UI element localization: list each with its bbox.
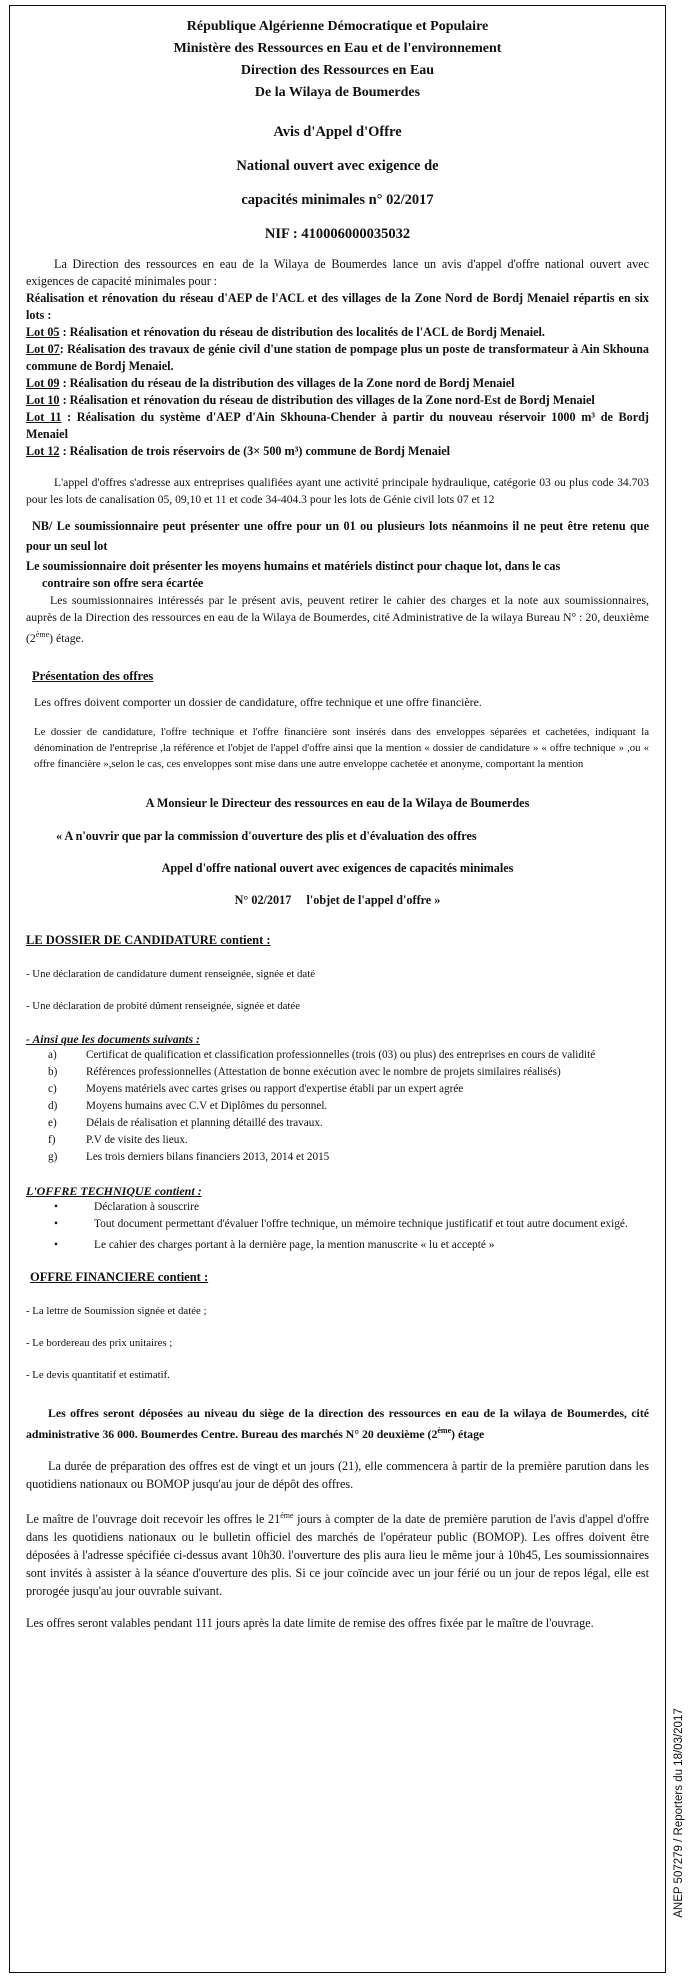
list-text: Certificat de qualification et classification professionnelles (trois (03) ou plus) des entreprises en cours de validité [86, 1048, 596, 1061]
presentation-heading: Présentation des offres [32, 668, 154, 683]
financiere-item: - La lettre de Soumission signée et datée ; [26, 1304, 207, 1317]
list-marker: b) [48, 1065, 58, 1078]
title-line: National ouvert avec exigence de [236, 158, 439, 174]
header-line: République Algérienne Démocratique et Populaire [186, 19, 489, 34]
deposit-text: Les offres seront déposées au niveau du siège de la direction des ressources en eau de la wilaya de Boumerdes, cité administrative 36 000. Boumerdes Centre. Bureau des marchés N° 20 deuxième (2 [26, 1405, 649, 1441]
lot-item [26, 324, 649, 341]
lot-item [26, 375, 649, 392]
bullet-icon: • [54, 1217, 58, 1230]
presentation-paragraph: Les offres doivent comporter un dossier de candidature, offre technique et une offre financière. [34, 694, 482, 709]
receipt-paragraph [26, 1507, 649, 1600]
lot-item [26, 443, 649, 460]
list-item [26, 1237, 649, 1254]
list-item [26, 1047, 649, 1064]
list-text: Références professionnelles (Attestation de bonne exécution avec le nombre de projets similaires réalisés) [86, 1065, 561, 1078]
means-line: Le soumissionnaire doit présenter les moyens humains et matériels distinct pour chaque lot, dans le cas [26, 559, 561, 573]
validity-paragraph: Les offres seront valables pendant 111 jours après la date limite de remise des offres fixée par le maître de l'ouvrage. [26, 1615, 594, 1630]
list-text: Déclaration à souscrire [94, 1200, 199, 1213]
list-item [26, 1064, 649, 1081]
intro-paragraph: La Direction des ressources en eau de la Wilaya de Boumerdes lance un avis d'appel d'offre national ouvert avec exigences de capacité minimales pour : [26, 257, 649, 288]
project-title: Réalisation et rénovation du réseau d'AEP de l'ACL et des villages de la Zone Nord de Bordj Menaiel répartis en six lots : [26, 291, 649, 322]
withdraw-paragraph [26, 592, 649, 647]
lot-label: Lot 12 [26, 444, 60, 458]
eligibility-paragraph: L'appel d'offres s'adresse aux entreprises qualifiées ayant une activité principale hydraulique, catégorie 03 ou plus code 34.703 pour les lots de canalisation 05, 09,10 et 11 et code 34-404.3 pour les lots de Génie civil lots 07 et 12 [26, 476, 649, 506]
list-text: Le cahier des charges portant à la dernière page, la mention manuscrite « lu et accepté » [94, 1238, 495, 1251]
list-item [26, 1149, 649, 1166]
financiere-item: - Le devis quantitatif et estimatif. [26, 1368, 170, 1381]
deposit-paragraph [26, 1405, 649, 1443]
dossier-item: - Une déclaration de probité dûment renseignée, signée et datée [26, 999, 301, 1012]
dossier-heading-text: LE DOSSIER DE CANDIDATURE contient : [26, 932, 271, 947]
lot-item [26, 409, 649, 443]
list-marker: a) [48, 1048, 57, 1061]
notice-title [26, 122, 649, 244]
lot-text: : Réalisation et rénovation du réseau de distribution des villages de la Zone nord-Est de Bordj Menaiel [59, 393, 595, 407]
publication-reference-text: ANEP 507279 / Reporters du 18/03/2017 [673, 1708, 685, 1918]
notice-body [26, 16, 649, 1632]
lot-text: : Réalisation du réseau de la distribution des villages de la Zone nord de Bordj Menaiel [59, 376, 515, 390]
lot-item [26, 341, 649, 375]
bullet-icon: • [54, 1200, 58, 1213]
envelope-line: N° 02/2017 l'objet de l'appel d'offre » [234, 892, 441, 907]
duration-paragraph: La durée de préparation des offres est de vingt et un jours (21), elle commencera à partir de la première parution dans les quotidiens nationaux ou BOMOP jusqu'au jour de dépôt des offres. [26, 1458, 649, 1491]
list-text: P.V de visite des lieux. [86, 1133, 188, 1146]
lot-text: : Réalisation des travaux de génie civil d'une station de pompage plus un poste de transformateur à Ain Skhouna commune de Bordj Menaiel. [26, 342, 650, 373]
documents-list [26, 1047, 649, 1166]
list-item [26, 1098, 649, 1115]
list-marker: f) [48, 1133, 56, 1146]
dossier-item: - Une déclaration de candidature dument renseignée, signée et daté [26, 967, 315, 980]
list-marker: g) [48, 1150, 58, 1163]
list-marker: c) [48, 1082, 57, 1095]
header-line: Direction des Ressources en Eau [240, 63, 435, 78]
list-text: Moyens humains avec C.V et Diplômes du personnel. [86, 1099, 328, 1112]
receipt-text-end: jours à compter de la date de première parution de l'avis d'appel d'offre dans les quotidiens nationaux ou le bulletin officiel des marchés de l'opérateur public (BOMOP). Les offres doivent être déposées à l'adresse spécifiée ci-dessus avant 10h30. l'ouverture des plis aura lieu le même jour à 10h45, Les soumissionnaires sont invités à assister à la séance d'ouverture des plis. Si ce jour coïncide avec un jour férié ou un jour de repos légal, elle est prorogée jusqu'au jour ouvrable suivant. [26, 1511, 649, 1598]
list-text: Tout document permettant d'évaluer l'offre technique, un mémoire technique justificatif et tout autre document exigé. [94, 1217, 628, 1230]
list-marker: e) [48, 1116, 57, 1129]
envelope-line: « A n'ouvrir que par la commission d'ouverture des plis et d'évaluation des offres [56, 828, 477, 843]
technique-heading: L'OFFRE TECHNIQUE contient : [26, 1183, 202, 1198]
lots-list [26, 324, 649, 460]
means-line: contraire son offre sera écartée [42, 576, 204, 590]
withdraw-text-end: ) étage. [49, 630, 84, 645]
envelope-mention [26, 796, 649, 908]
list-item [26, 1216, 649, 1233]
nif-number: NIF : 410006000035032 [264, 226, 411, 242]
lot-text: : Réalisation du système d'AEP d'Ain Skhouna-Chender à partir du nouveau réservoir 1000 m³ de Bordj Menaiel [26, 410, 649, 441]
documents-heading: - Ainsi que les documents suivants : [26, 1031, 200, 1046]
dossier-heading [26, 933, 649, 948]
receipt-sup: éme [280, 1510, 294, 1520]
lot-text: : Réalisation de trois réservoirs de (3× 500 m³) commune de Bordj Menaiel [59, 444, 451, 458]
list-item [26, 1115, 649, 1132]
lot-label: Lot 11 [26, 410, 62, 424]
list-text: Moyens matériels avec cartes grises ou rapport d'expertise établi par un expert agrée [86, 1082, 464, 1095]
ministry-header [26, 16, 649, 104]
lot-text: : Réalisation et rénovation du réseau de distribution des localités de l'ACL de Bordj Menaiel. [59, 325, 545, 339]
header-line: Ministère des Ressources en Eau et de l'environnement [173, 41, 502, 56]
bullet-icon: • [54, 1238, 58, 1251]
deposit-text-end: ) étage [451, 1426, 485, 1441]
lot-item [26, 392, 649, 409]
lot-label: Lot 09 [26, 376, 60, 390]
notice-frame [9, 5, 666, 1973]
withdraw-sup: ème [35, 630, 50, 639]
title-line: Avis d'Appel d'Offre [273, 124, 402, 140]
lot-label: Lot 05 [26, 325, 60, 339]
financiere-heading: OFFRE FINANCIERE contient : [30, 1269, 209, 1284]
withdraw-text: Les soumissionnaires intéressés par le présent avis, peuvent retirer le cahier des charges et la note aux soumissionnaires, auprès de la Direction des ressources en eau de la Wilaya de Boumerdes, cité Administrative de la wilaya Bureau N° : 20, deuxième (2 [26, 593, 649, 645]
list-text: Les trois derniers bilans financiers 2013, 2014 et 2015 [86, 1150, 330, 1163]
envelope-line: A Monsieur le Directeur des ressources en eau de la Wilaya de Boumerdes [145, 795, 530, 810]
financiere-item: - Le bordereau des prix unitaires ; [26, 1336, 173, 1349]
technique-list [26, 1199, 649, 1254]
list-item [26, 1081, 649, 1098]
means-note [26, 558, 649, 592]
envelope-line: Appel d'offre national ouvert avec exigences de capacités minimales [161, 860, 514, 875]
list-marker: d) [48, 1099, 58, 1112]
list-text: Délais de réalisation et planning détaillé des travaux. [86, 1116, 323, 1129]
lot-label: Lot 10 [26, 393, 60, 407]
lot-label: Lot 07 [26, 342, 60, 356]
list-item [26, 1132, 649, 1149]
nb-note: NB/ Le soumissionnaire peut présenter une offre pour un 01 ou plusieurs lots néanmoins il ne peut être retenu que pour un seul lot [26, 519, 649, 553]
list-item [26, 1199, 649, 1216]
receipt-text: Le maître de l'ouvrage doit recevoir les offres le 21 [26, 1511, 281, 1526]
presentation-paragraph: Le dossier de candidature, l'offre technique et l'offre financière sont insérés dans des enveloppes séparées et cachetées, indiquant la dénomination de l'entreprise ,la référence et l'objet de l'appel d'offre ainsi que la mention « dossier de candidature » « offre technique » ,ou « offre financière »,selon le cas, ces enveloppes sont mise dans une autre enveloppe cachetée et anonyme, comportant la mention [34, 725, 649, 770]
publication-reference [672, 1663, 686, 1963]
header-line: De la Wilaya de Boumerdes [254, 85, 421, 100]
deposit-sup: ème [437, 1425, 452, 1435]
title-line: capacités minimales n° 02/2017 [241, 192, 434, 208]
